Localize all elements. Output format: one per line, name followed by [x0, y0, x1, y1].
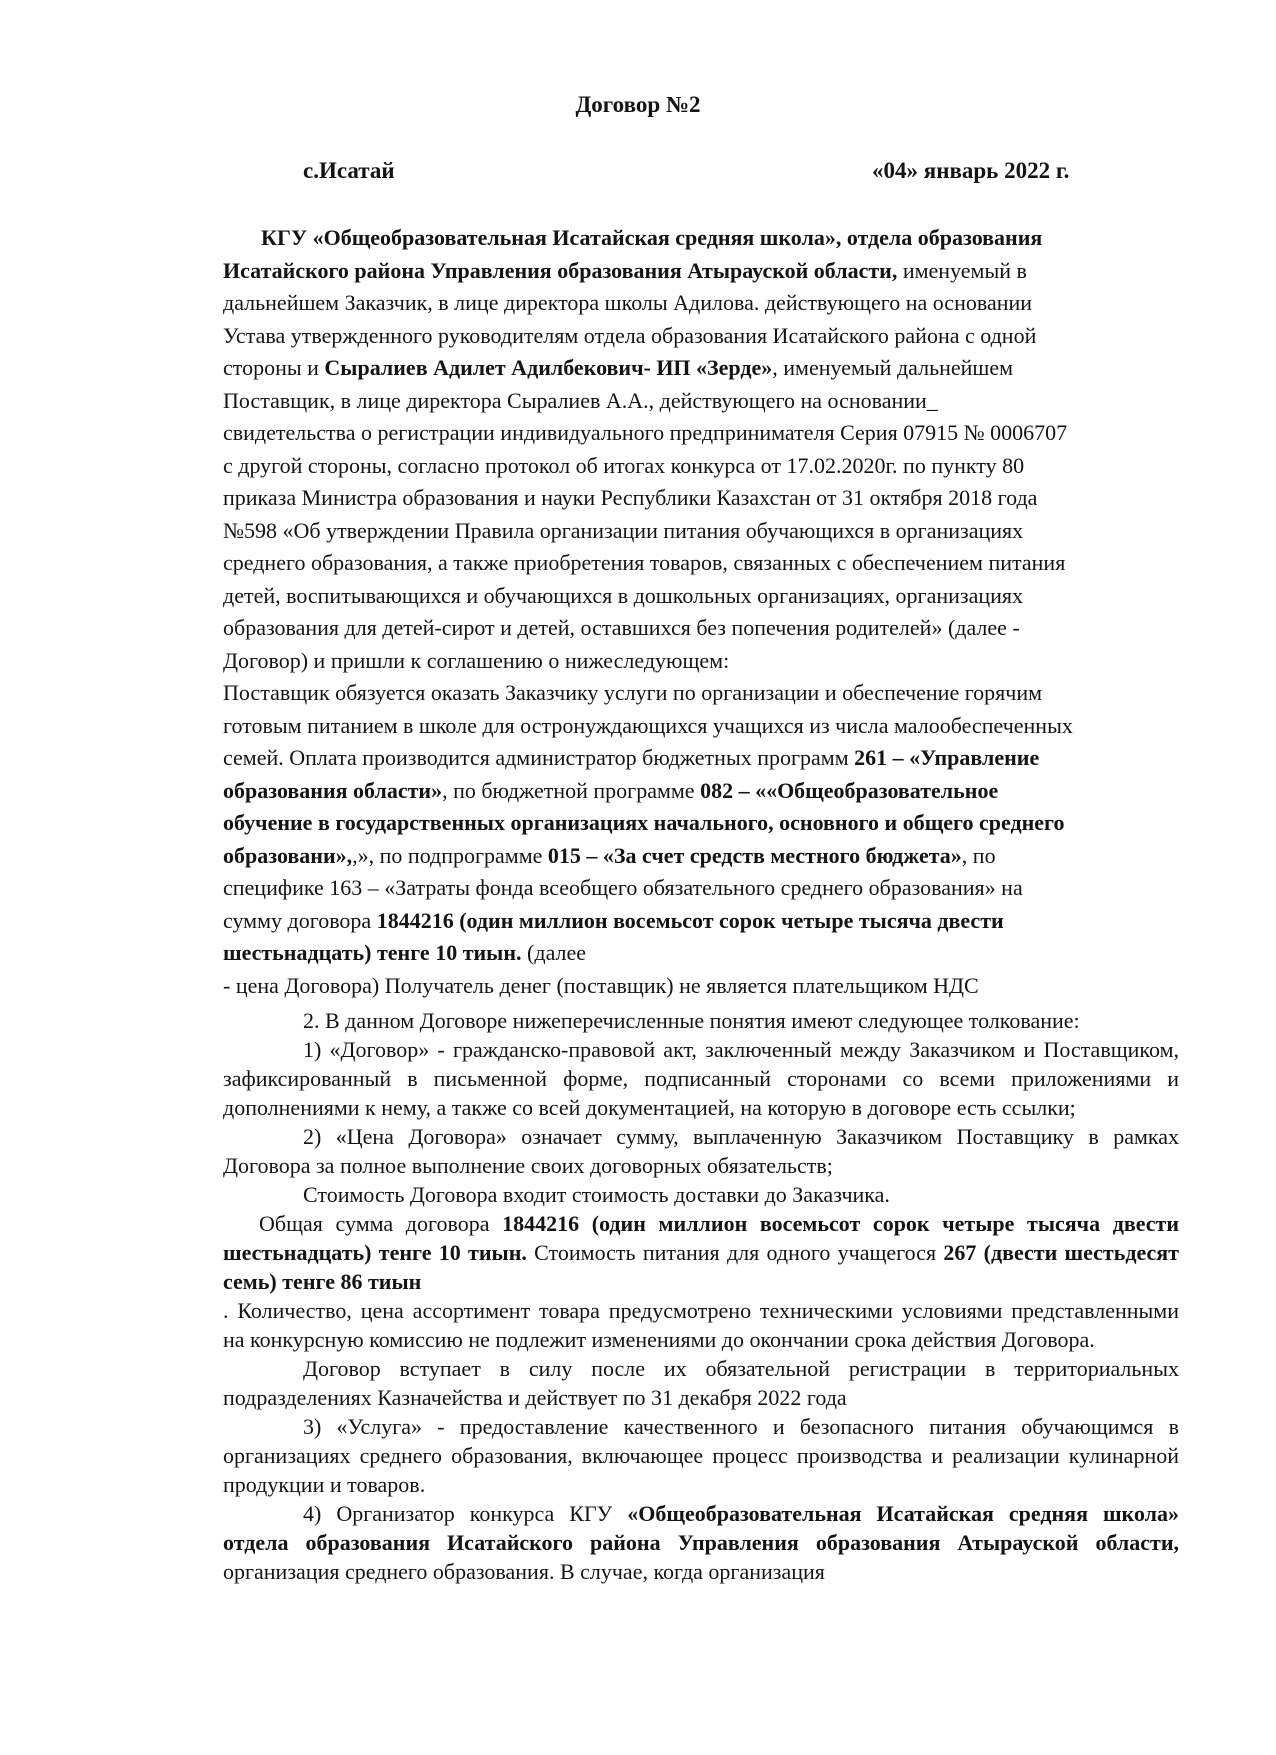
text-line: Договор) и пришли к соглашению о нижеследующем: — [223, 647, 730, 673]
supplier-name: Сыралиев Адилет Адилбекович- ИП «Зерде» — [324, 355, 773, 380]
text-line: среднего образования, а также приобретения товаров, связанных с обеспечением питания — [223, 550, 1066, 575]
clause-2: 2. В данном Договоре нижеперечисленные понятия имеют следующее толкование: — [303, 1008, 1080, 1033]
text-line: приказа Министра образования и науки Республики Казахстан от 31 октября 2018 года — [223, 485, 1038, 510]
text-line — [223, 222, 1179, 255]
text-fragment: 4) Организатор конкурса КГУ — [303, 1501, 628, 1526]
text-line: готовым питанием в школе для остронуждающихся учащихся из числа малообеспеченных — [223, 712, 1073, 738]
text-line — [223, 807, 1179, 840]
contract-sum: 1844216 (один миллион восемьсот сорок четыре тысяча двести — [376, 907, 1004, 933]
organizer-name: «Общеобразовательная Исатайская средняя школа» отдела образования Исатайского района Управления образования Атырауской области, — [223, 1501, 1179, 1555]
text-line — [223, 905, 1179, 938]
total-sum: 1844216 (один миллион восемьсот сорок четыре тысяча двести шестьнадцать) тенге 10 тиын. — [223, 1211, 1179, 1265]
text-fragment: (далее — [521, 940, 587, 965]
contract-sum: шестьнадцать) тенге 10 тиын. — [223, 940, 522, 965]
meal-price: 267 (двести шестьдесят семь) тенге 86 тиын — [223, 1240, 1179, 1294]
text-fragment: , по — [961, 842, 996, 868]
text-line — [223, 937, 1179, 970]
clause-4 — [223, 1499, 1179, 1586]
contract-body — [223, 222, 1179, 1586]
budget-program-082: 082 – ««Общеобразовательное — [700, 777, 999, 803]
clause-2-1: 1) «Договор» - гражданско-правовой акт, заключенный между Заказчиком и Поставщиком, зафиксированный в письменной форме, подписанный сторонами со всеми приложениями и дополнениями к нему, а также со всей документацией, на которую в договоре есть ссылки; — [223, 1037, 1179, 1120]
text-fragment: именуемый в — [897, 257, 1027, 283]
text-line — [223, 255, 1179, 288]
text-fragment: , именуемый дальнейшем — [772, 355, 1014, 380]
text-fragment: ,», по подпрограмме — [352, 842, 548, 868]
budget-program-261: 261 – «Управление — [854, 745, 1040, 770]
clause-cost: Стоимость Договора входит стоимость доставки до Заказчика. — [303, 1182, 890, 1207]
text-fragment: сумму договора — [223, 907, 377, 933]
text-line: - цена Договора) Получатель денег (поставщик) не является плательщиком НДС — [223, 972, 979, 998]
text-line: Поставщик, в лице директора Сыралиев А.А., действующего на основании_ — [223, 387, 938, 413]
text-line: дальнейшем Заказчик, в лице директора школы Адилова. действующего на основании — [223, 290, 1033, 315]
text-line: №598 «Об утверждении Правила организации питания обучающихся в организациях — [223, 517, 1024, 543]
department-name: Исатайского района Управления образования Атырауской области, — [223, 257, 898, 283]
text-line: с другой стороны, согласно протокол об итогах конкурса от 17.02.2020г. по пункту 80 — [223, 452, 1025, 478]
contract-title: Договор №2 — [575, 92, 701, 117]
text-fragment: стороны и — [223, 355, 325, 380]
clause-total-sum — [223, 1209, 1179, 1296]
text-fragment: семей. Оплата производится администратор бюджетных программ — [223, 745, 855, 770]
clause-2-2: 2) «Цена Договора» означает сумму, выплаченную Заказчиком Поставщику в рамках Договора за полное выполнение своих договорных обязательств; — [223, 1124, 1179, 1178]
school-name: КГУ «Общеобразовательная Исатайская средняя школа», отдела образования — [261, 225, 1043, 250]
text-line — [223, 775, 1179, 808]
text-fragment: , по бюджетной программе — [442, 777, 701, 803]
contract-place: с.Исатай — [303, 158, 395, 183]
text-fragment: Стоимость питания для одного учащегося — [526, 1240, 944, 1265]
text-line: образования для детей-сирот и детей, оставшихся без попечения родителей» (далее - — [223, 615, 1020, 640]
text-line — [223, 840, 1179, 873]
text-fragment: Общая сумма договора — [259, 1211, 503, 1236]
text-line: Поставщик обязуется оказать Заказчику услуги по организации и обеспечение горячим — [223, 680, 1043, 705]
preamble-block — [223, 222, 1179, 1002]
clause-effect: Договор вступает в силу после их обязательной регистрации в территориальных подразделениях Казначейства и действует по 31 декабря 2022 года — [223, 1356, 1179, 1410]
subprogram-015: 015 – «За счет средств местного бюджета» — [547, 842, 962, 868]
text-line: специфике 163 – «Затраты фонда всеобщего обязательного среднего образования» на — [223, 875, 1023, 900]
clause-quantity: . Количество, цена ассортимент товара предусмотрено техническими условиями представленными на конкурсную комиссию не подлежит изменениями до окончании срока действия Договора. — [223, 1298, 1179, 1352]
text-line — [223, 742, 1179, 775]
contract-date: «04» январь 2022 г. — [872, 158, 1070, 183]
text-line: детей, воспитывающихся и обучающихся в дошкольных организациях, организациях — [223, 582, 1024, 608]
text-line — [223, 352, 1179, 385]
budget-program-name: образовани», — [223, 842, 353, 868]
clause-3: 3) «Услуга» - предоставление качественного и безопасного питания обучающимся в организациях среднего образования, включающее процесс производства и реализации кулинарной продукции и товаров. — [223, 1414, 1179, 1497]
text-fragment: организация среднего образования. В случае, когда организация — [223, 1559, 825, 1584]
budget-program-name: обучение в государственных организациях начального, основного и общего среднего — [223, 810, 1065, 835]
text-line: свидетельства о регистрации индивидуального предпринимателя Серия 07915 № 0006707 — [223, 420, 1068, 445]
text-line: Устава утвержденного руководителям отдела образования Исатайского района с одной — [223, 322, 1037, 348]
budget-admin-name: образования области» — [223, 777, 443, 803]
